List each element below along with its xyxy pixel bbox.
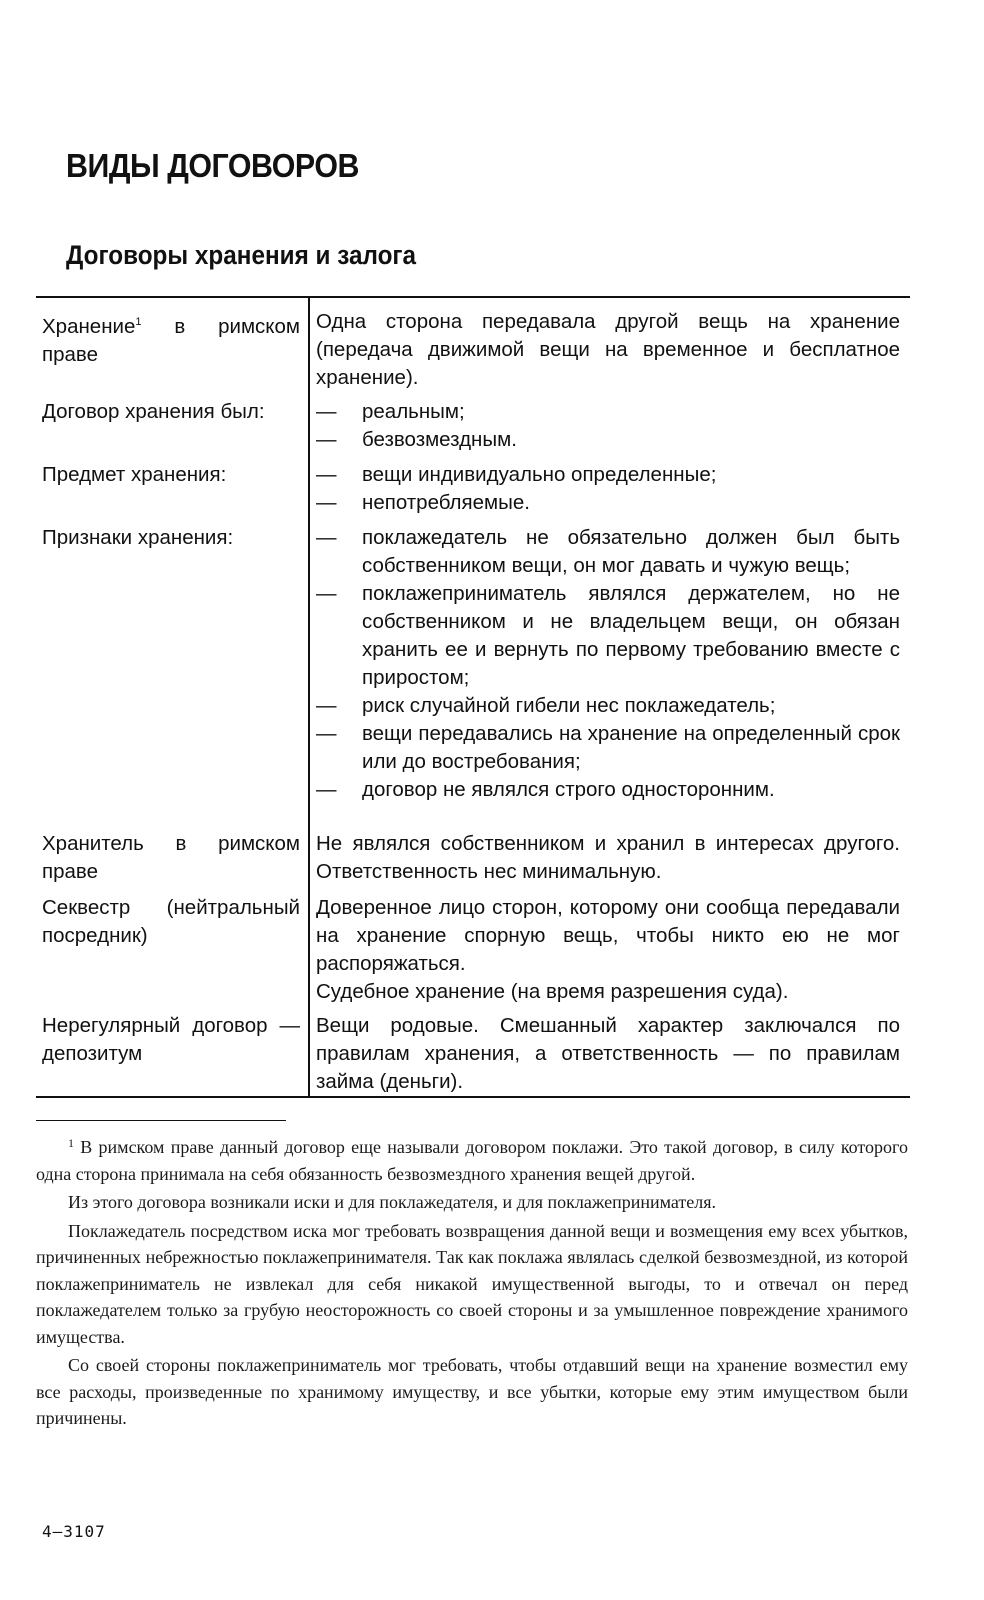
definitions-table (36, 296, 910, 1098)
description-cell (316, 894, 900, 1006)
list-item-text: договор не являлся строго односторонним. (362, 778, 775, 801)
dash-marker: — (316, 400, 337, 423)
dash-marker: — (316, 778, 337, 801)
dash-marker: — (316, 526, 337, 549)
footnotes (36, 1130, 908, 1434)
bullet-list (316, 524, 900, 804)
description-text-court: Судебное хранение (на время разрешения суда). (316, 980, 789, 1003)
list-item (316, 426, 900, 454)
list-item-text: безвозмездным. (362, 428, 517, 451)
footnote-mark: 1 (68, 1136, 74, 1150)
list-item-text: риск случайной гибели нес поклажедатель; (362, 694, 776, 717)
list-item-text: непотребляемые. (362, 491, 530, 514)
section-title: Договоры хранения и залога (66, 240, 417, 270)
description-text: Не являлся собственником и хранил в интересах другого. Ответственность нес минимальную. (316, 832, 900, 883)
dash-marker: — (316, 722, 337, 745)
term-cell: Признаки хранения: (42, 526, 234, 549)
footnote-reference[interactable]: 1 (135, 316, 142, 328)
list-item-text: вещи индивидуально определенные; (362, 463, 717, 486)
description-cell (316, 1012, 900, 1096)
footnote-text: В римском праве данный договор еще называли договором поклажи. Это такой договор, в силу которого одна сторона принимала на себя обязанность безвозмездного хранения вещей другой. (36, 1137, 908, 1184)
footnote-paragraph: Поклажедатель посредством иска мог требовать возвращения данной вещи и возмещения ему всех убытков, причиненных небрежностью поклажепринимателя. Так как поклажа являлась сделкой безвозмездной, из которой поклажеприниматель не извлекал для себя никакой имущественной выгоды, то и отвечал он перед поклажедателем только за грубую неосторожность со своей стороны и за умышленное повреждение хранимого имущества. (36, 1220, 908, 1347)
description-cell (316, 524, 900, 804)
term-cell: Договор хранения был: (42, 400, 265, 423)
chapter-title: ВИДЫ ДОГОВОРОВ (66, 147, 359, 184)
term-cell: Нерегулярный договор — депозитум (42, 1014, 300, 1065)
footnote-paragraph (36, 1130, 908, 1187)
dash-marker: — (316, 582, 337, 605)
dash-marker: — (316, 694, 337, 717)
dash-marker: — (316, 491, 337, 514)
description-cell (316, 398, 900, 454)
list-item-text: поклажеприниматель являлся держателем, но не собственником и не владельцем вещи, он обязан хранить ее и вернуть по первому требованию вместе с приростом; (362, 582, 900, 689)
footnote-paragraph: Со своей стороны поклажеприниматель мог требовать, чтобы отдавший вещи на хранение возместил ему все расходы, произведенные по хранимому имуществу, и все убытки, которые ему этим имуществом были причинены. (36, 1355, 908, 1428)
dash-marker: — (316, 428, 337, 451)
list-item (316, 461, 900, 489)
term-text-rest: в римском праве (42, 315, 300, 366)
term-cell: Хранитель в римском праве (42, 832, 300, 883)
description-cell (316, 308, 900, 392)
bullet-list (316, 461, 900, 517)
term-cell (42, 308, 300, 369)
list-item (316, 398, 900, 426)
dash-marker: — (316, 463, 337, 486)
description-text: Доверенное лицо сторон, которому они сообща передавали на хранение спорную вещь, чтобы никто ею не мог распоряжаться. (316, 896, 900, 975)
description-text: Одна сторона передавала другой вещь на хранение (передача движимой вещи на временное и бесплатное хранение). (316, 310, 900, 389)
term-cell: Предмет хранения: (42, 463, 227, 486)
term-text: Хранение (42, 315, 136, 338)
list-item (316, 489, 900, 517)
list-item (316, 692, 900, 720)
list-item-text: вещи передавались на хранение на определенный срок или до востребования; (362, 722, 900, 773)
list-item-text: поклажедатель не обязательно должен был быть собственником вещи, он мог давать и чужую вещь; (362, 526, 900, 577)
list-item-text: реальным; (362, 400, 465, 423)
page-signature: 4—3107 (42, 1522, 106, 1541)
footnote-separator (36, 1120, 286, 1121)
bullet-list (316, 398, 900, 454)
list-item (316, 776, 900, 804)
list-item (316, 720, 900, 776)
term-cell: Секвестр (нейтральный посредник) (42, 896, 300, 947)
description-cell (316, 461, 900, 517)
list-item (316, 580, 900, 692)
list-item (316, 524, 900, 580)
description-text: Вещи родовые. Смешанный характер заключался по правилам хранения, а ответственность — по правилам займа (деньги). (316, 1014, 900, 1093)
column-divider (308, 298, 310, 1096)
description-cell (316, 830, 900, 886)
footnote-paragraph: Из этого договора возникали иски и для поклажедателя, и для поклажепринимателя. (68, 1192, 717, 1212)
